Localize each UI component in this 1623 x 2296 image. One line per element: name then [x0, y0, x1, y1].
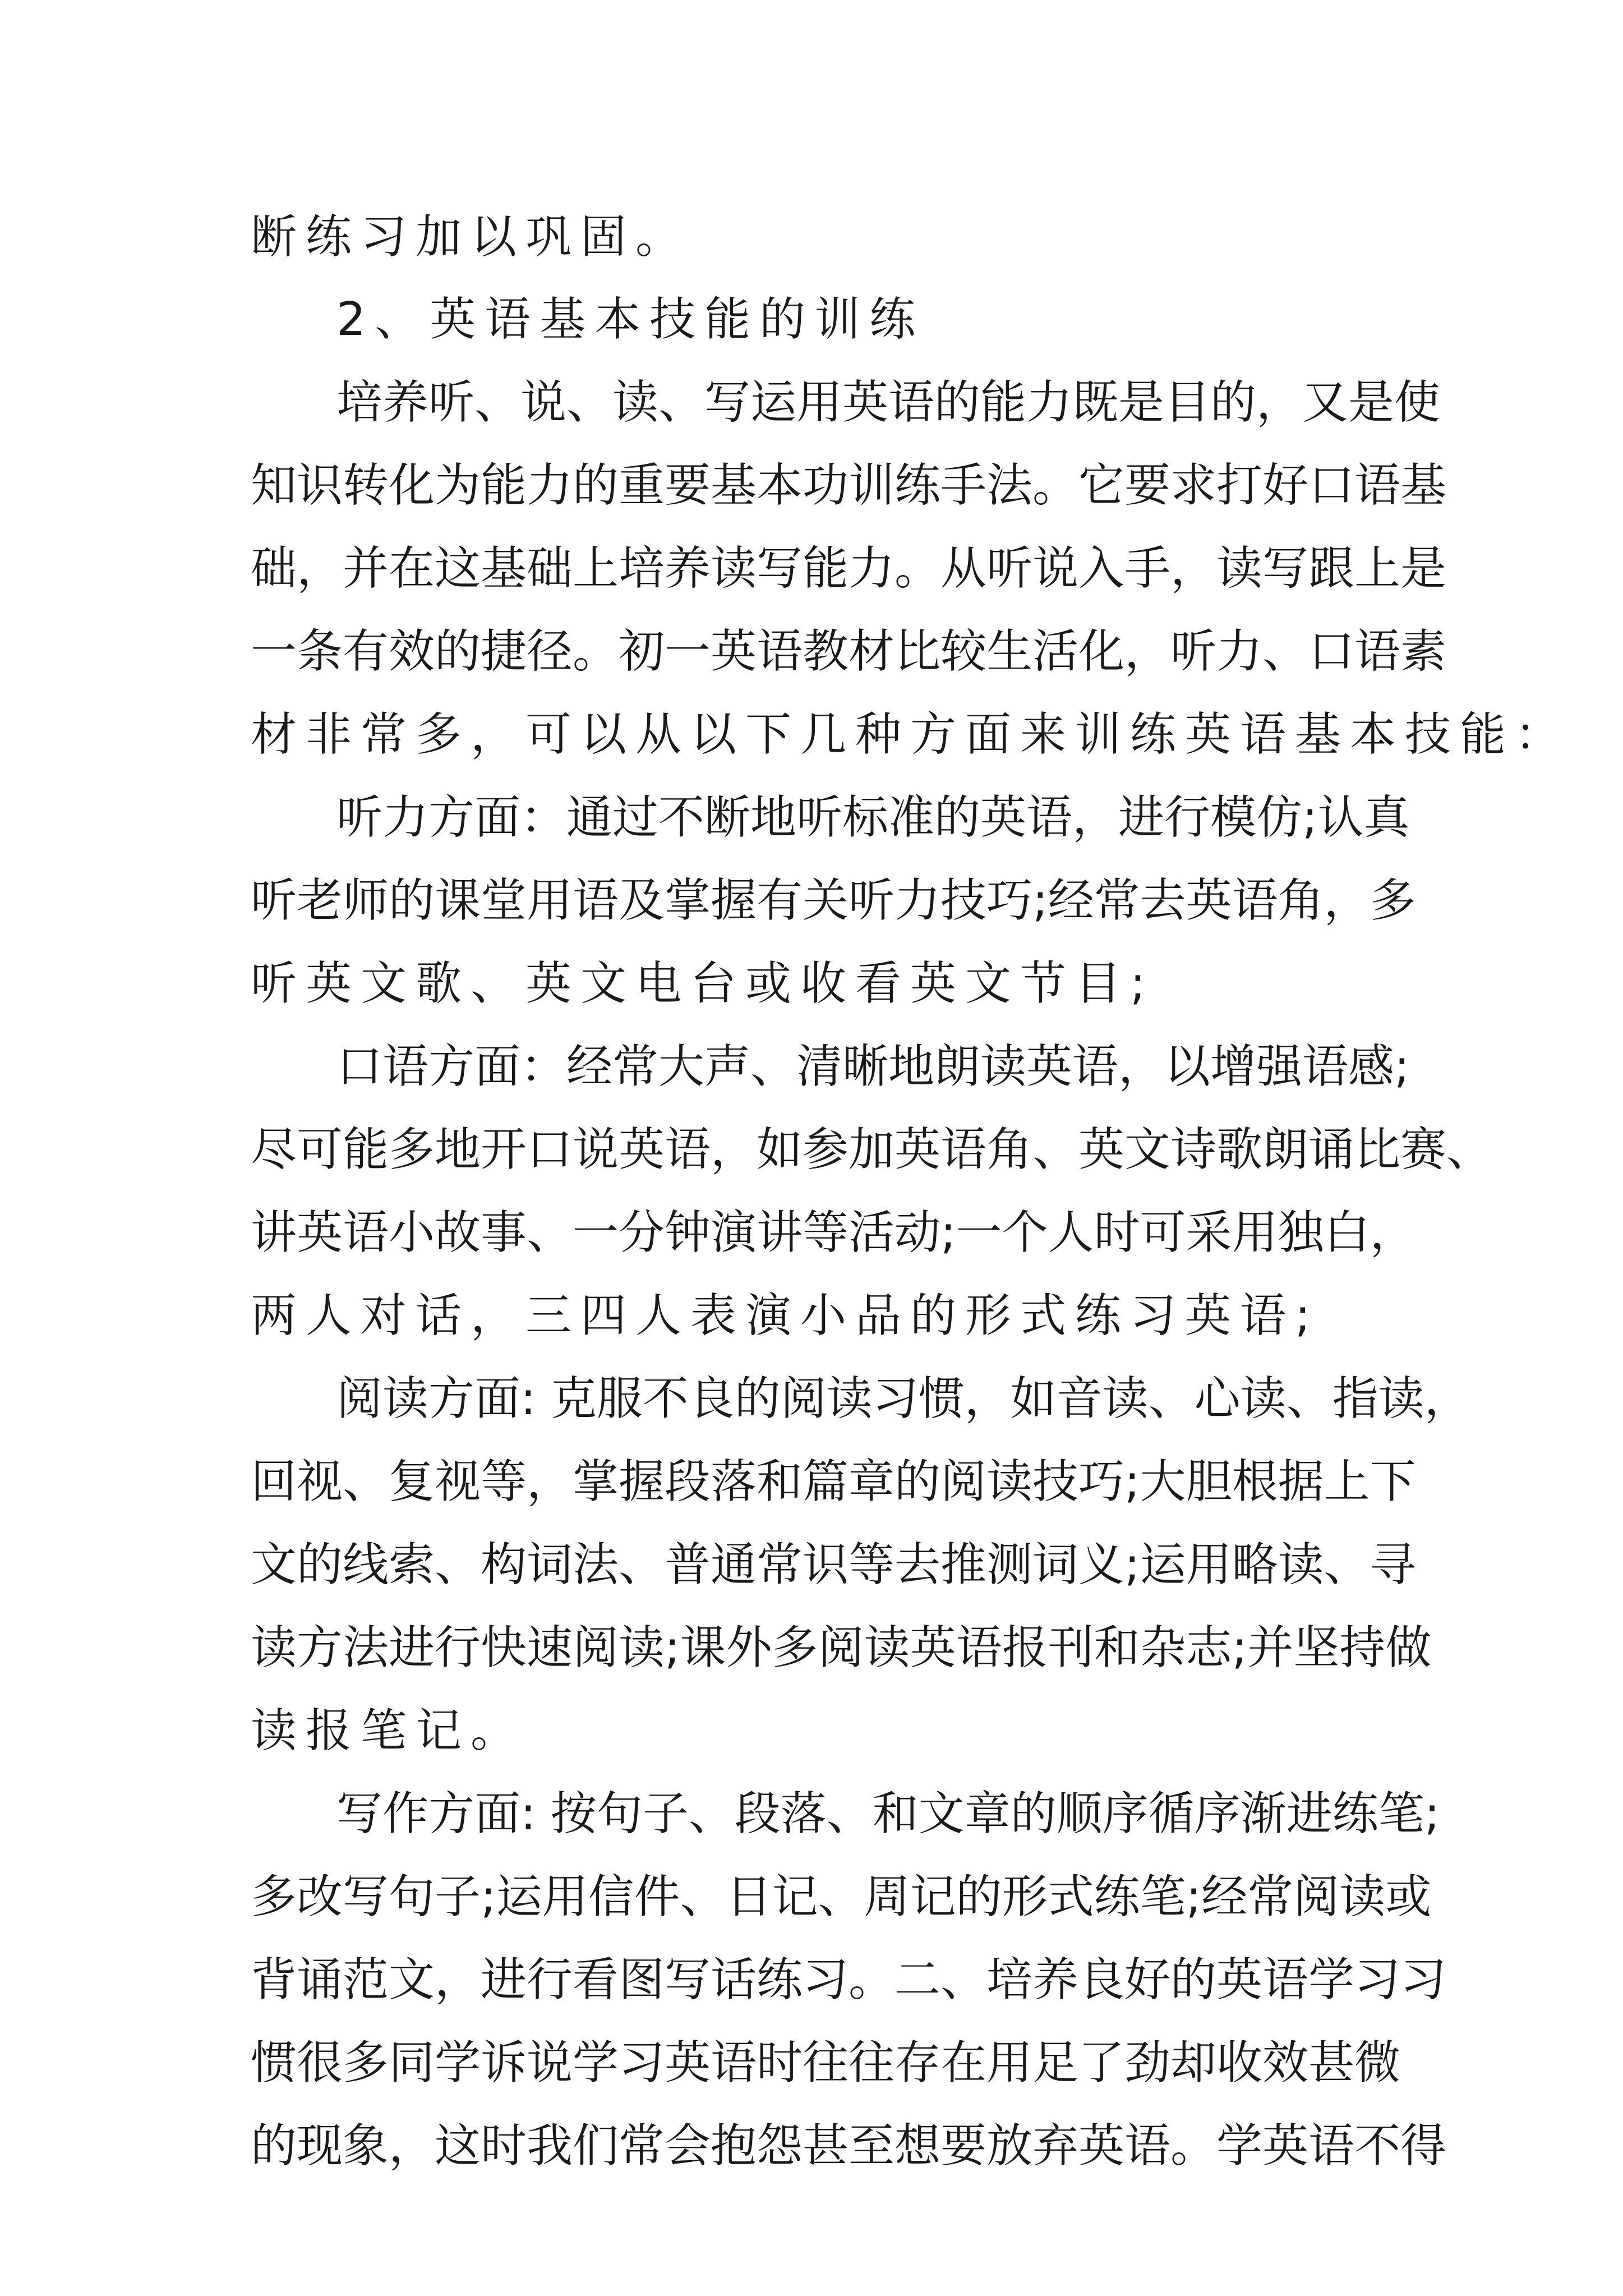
text-line: 的现象，这时我们常会抱怨甚至想要放弃英语。学英语不得 — [251, 2119, 1447, 2173]
text-line: 一条有效的捷径。初一英语教材比较生活化，听力、口语素 — [251, 625, 1447, 678]
text-line: 回视、复视等，掌握段落和篇章的阅读技巧;大胆根据上下 — [251, 1455, 1416, 1508]
text-line: 文的线索、构词法、普通常识等去推测词义;运用略读、寻 — [251, 1538, 1416, 1591]
text-line: 惯很多同学诉说学习英语时往往存在用足了劲却收效甚微 — [251, 2036, 1401, 2090]
section-heading: 2、英语基本技能的训练 — [336, 293, 925, 346]
text-line: 多改写句子;运用信件、日记、周记的形式练笔;经常阅读或 — [251, 1870, 1432, 1924]
text-line: 断练习加以巩固。 — [251, 210, 691, 264]
text-line: 尽可能多地开口说英语，如参加英语角、英文诗歌朗诵比赛、 — [251, 1123, 1493, 1176]
text-line: 读方法进行快速阅读;课外多阅读英语报刊和杂志;并坚持做 — [251, 1621, 1432, 1674]
text-line: 口语方面：经常大声、清晰地朗读英语，以增强语感; — [336, 1040, 1410, 1093]
text-line: 写作方面: 按句子、段落、和文章的顺序循序渐进练笔; — [336, 1787, 1440, 1841]
text-line: 讲英语小故事、一分钟演讲等活动;一个人时可采用独白， — [251, 1206, 1416, 1259]
text-line: 培养听、说、读、写运用英语的能力既是目的，又是使 — [336, 376, 1441, 429]
text-line: 听力方面：通过不断地听标准的英语，进行模仿;认真 — [336, 791, 1410, 844]
text-line: 础，并在这基础上培养读写能力。从听说入手，读写跟上是 — [251, 542, 1447, 595]
text-line: 阅读方面: 克服不良的阅读习惯，如音读、心读、指读， — [336, 1372, 1470, 1425]
text-line: 听英文歌、英文电台或收看英文节目; — [251, 957, 1155, 1010]
text-line: 读报笔记。 — [251, 1704, 526, 1757]
text-line: 听老师的课堂用语及掌握有关听力技巧;经常去英语角，多 — [251, 874, 1416, 927]
text-line: 两人对话，三四人表演小品的形式练习英语; — [251, 1289, 1320, 1342]
text-line: 背诵范文，进行看图写话练习。二、培养良好的英语学习习 — [251, 1953, 1447, 2007]
text-line: 材非常多，可以从以下几种方面来训练英语基本技能： — [251, 708, 1570, 761]
text-line: 知识转化为能力的重要基本功训练手法。它要求打好口语基 — [251, 459, 1447, 512]
